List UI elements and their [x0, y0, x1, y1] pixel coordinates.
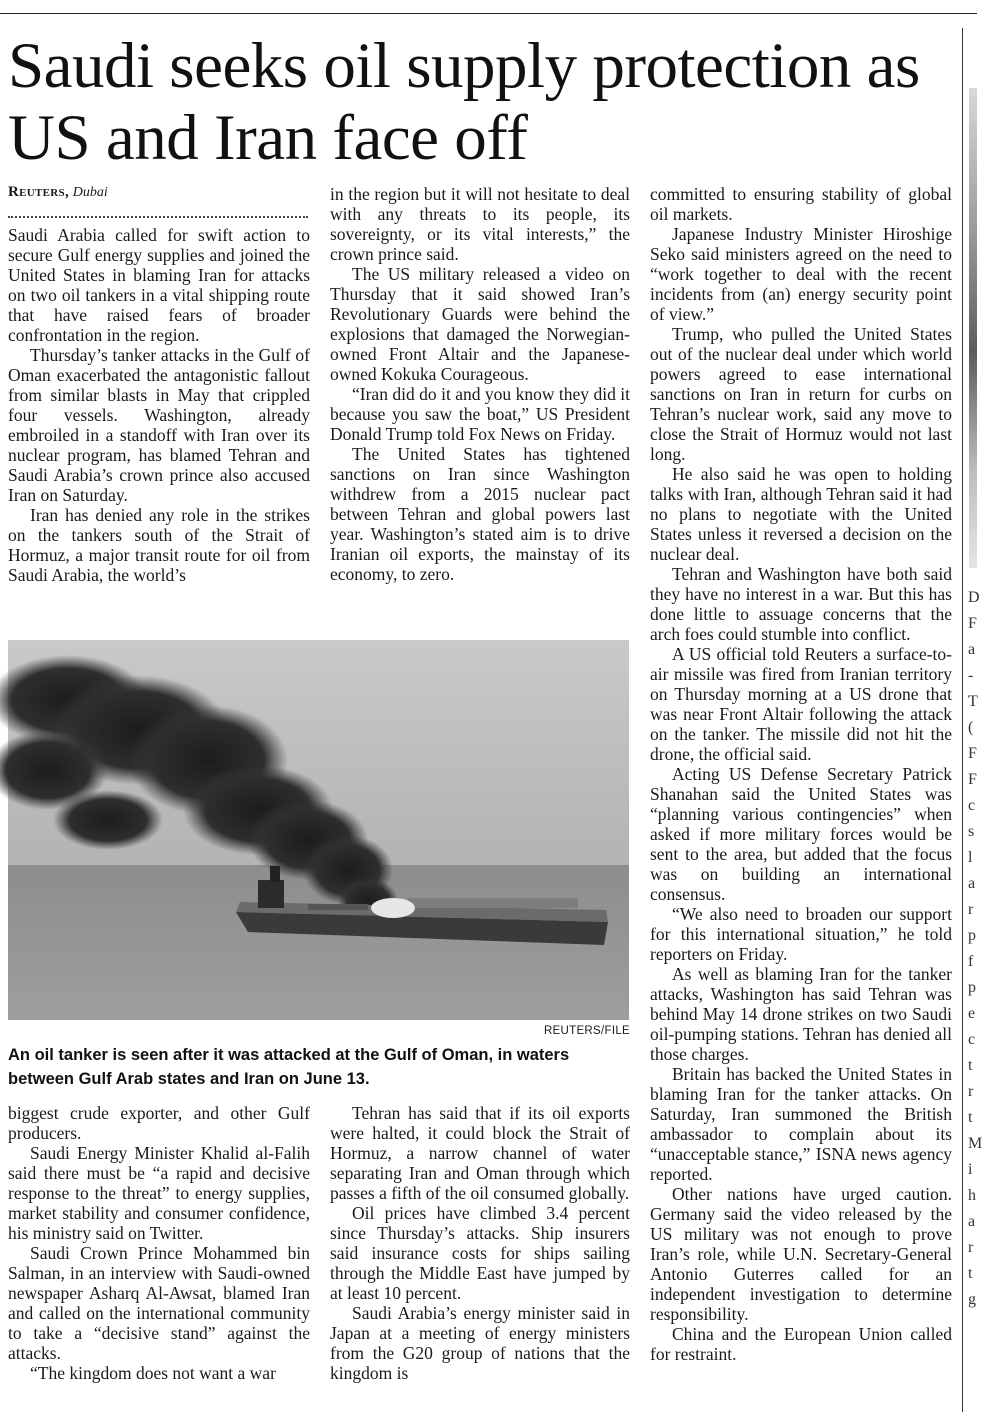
adjacent-text-fragment: r: [968, 901, 974, 918]
top-rule: [0, 13, 977, 14]
paragraph: Saudi Crown Prince Mohammed bin Salman, in an interview with Saudi-owned newspaper Asharq Al-Awsat, blamed Iran and called on the international community to take a “decisive stand” against the attacks.: [8, 1243, 310, 1363]
tanker-photo: [8, 640, 629, 1020]
paragraph: Oil prices have climbed 3.4 percent since Thursday’s attacks. Ship insurers said insurance costs for ships sailing through the Middle East have jumped by at least 10 percent.: [330, 1203, 630, 1303]
paragraph: Acting US Defense Secretary Patrick Shanahan said the United States was “planning various contingencies” when asked if more military forces would be sent to the area, but added that the focus was on building an international consensus.: [650, 764, 952, 904]
paragraph: As well as blaming Iran for the tanker attacks, Washington has said Tehran was behind May 14 drone strikes on two Saudi oil-pumping stations. Tehran has denied all those charges.: [650, 964, 952, 1064]
adjacent-text-fragment: g: [968, 1291, 976, 1308]
adjacent-text-fragment: r: [968, 1083, 974, 1100]
adjacent-text-fragment: e: [968, 1005, 976, 1022]
byline-agency: Reuters,: [8, 184, 69, 200]
article-column-1-top: [8, 225, 310, 585]
paragraph: Tehran and Washington have both said they have no interest in a war. But this has done little to assuage concerns that the arch foes could stumble into conflict.: [650, 564, 952, 644]
paragraph: Saudi Energy Minister Khalid al-Falih said there must be “a rapid and decisive response to the threat” to energy supplies, market stability and consumer confidence, his ministry said on Twitter.: [8, 1143, 310, 1243]
paragraph: Iran has denied any role in the strikes on the tankers south of the Strait of Hormuz, a major transit route for oil from Saudi Arabia, the world’s: [8, 505, 310, 585]
paragraph: Trump, who pulled the United States out of the nuclear deal under which world powers agreed to ease international sanctions on Iran in return for curbs on Tehran’s nuclear work, said any move to close the Strait of Hormuz would not last long.: [650, 324, 952, 464]
paragraph: in the region but it will not hesitate to deal with any threats to its people, its sovereignty, or its vital interests,” the crown prince said.: [330, 184, 630, 264]
adjacent-text-fragment: -: [968, 667, 974, 684]
article-column-2-bottom: [330, 1103, 630, 1383]
paragraph: Saudi Arabia’s energy minister said in Japan at a meeting of energy ministers from the G20 group of nations that the kingdom is: [330, 1303, 630, 1383]
paragraph: biggest crude exporter, and other Gulf producers.: [8, 1103, 310, 1143]
headline: Saudi seeks oil supply protection as US and Iran face off: [8, 30, 920, 174]
adjacent-text-fragment: F: [968, 771, 977, 788]
paragraph: Thursday’s tanker attacks in the Gulf of Oman exacerbated the antagonistic fallout from similar blasts in May that crippled four vessels. Washington, already embroiled in a standoff with Iran over its nuclear program, has blamed Tehran and Saudi Arabia’s crown prince also accused Iran on Saturday.: [8, 345, 310, 505]
tanker-photo-illustration: [8, 640, 629, 1020]
byline-city: Dubai: [72, 185, 108, 200]
paragraph: Other nations have urged caution. Germany said the video released by the US military was not enough to prove Iran’s role, while U.N. Secretary-General Antonio Guterres called for an independent investigation to determine responsibility.: [650, 1184, 952, 1324]
paragraph: committed to ensuring stability of global oil markets.: [650, 184, 952, 224]
adjacent-text-fragments: [968, 588, 982, 1316]
adjacent-text-fragment: c: [968, 1031, 976, 1048]
paragraph: China and the European Union called for restraint.: [650, 1324, 952, 1364]
adjacent-text-fragment: t: [968, 1109, 973, 1126]
adjacent-text-fragment: s: [968, 823, 975, 840]
adjacent-text-fragment: i: [968, 1161, 973, 1178]
adjacent-text-fragment: f: [968, 953, 974, 970]
adjacent-text-fragment: t: [968, 1265, 973, 1282]
photo-caption: An oil tanker is seen after it was attacked at the Gulf of Oman, in waters between Gulf Arab states and Iran on June 13.: [8, 1046, 570, 1088]
article-column-2-top: [330, 184, 630, 584]
paragraph: “The kingdom does not want a war: [30, 1363, 276, 1383]
adjacent-text-fragment: p: [968, 927, 976, 944]
adjacent-text-fragment: c: [968, 797, 976, 814]
paragraph: A US official told Reuters a surface-to-air missile was fired from Iranian territory on Thursday morning at a US drone that was near Front Altair following the attack on the tanker. The missile did not hit the drone, the official said.: [650, 644, 952, 764]
paragraph: Tehran has said that if its oil exports were halted, it could block the Strait of Hormuz, a narrow channel of water separating Iran and Oman through which passes a fifth of the oil consumed globally.: [330, 1103, 630, 1203]
adjacent-text-fragment: t: [968, 1057, 973, 1074]
article-column-3: [650, 184, 952, 1364]
photo-credit: REUTERS/FILE: [543, 1025, 630, 1037]
adjacent-text-fragment: D: [968, 589, 980, 606]
adjacent-text-fragment: M: [968, 1135, 982, 1152]
paragraph: He also said he was open to holding talks with Iran, although Tehran said it had no plans to negotiate with the United States unless it reversed a decision on the nuclear deal.: [650, 464, 952, 564]
adjacent-text-fragment: F: [968, 745, 977, 762]
adjacent-text-fragment: F: [968, 615, 977, 632]
byline-divider: [8, 216, 308, 218]
paragraph: Japanese Industry Minister Hiroshige Seko said ministers agreed on the need to “work together to deal with the recent incidents from (an) energy security point of view.”: [650, 224, 952, 324]
adjacent-text-fragment: h: [968, 1187, 976, 1204]
column-rule: [962, 28, 963, 1412]
adjacent-text-fragment: T: [968, 693, 978, 710]
adjacent-article-edge: [966, 28, 982, 1412]
paragraph: Saudi Arabia called for swift action to secure Gulf energy supplies and joined the United States in blaming Iran for attacks on two oil tankers in a vital shipping route that have raised fears of broader confrontation in the region.: [8, 225, 310, 345]
paragraph: The United States has tightened sanctions on Iran since Washington withdrew from a 2015 nuclear pact between Tehran and global powers last year. Washington’s stated aim is to drive Iranian oil exports, the mainstay of its economy, to zero.: [330, 444, 630, 584]
adjacent-text-fragment: a: [968, 641, 976, 658]
adjacent-text-fragment: r: [968, 1239, 974, 1256]
adjacent-text-fragment: a: [968, 1213, 976, 1230]
byline: [8, 184, 308, 201]
adjacent-photo-edge: [969, 88, 977, 568]
paragraph: “We also need to broaden our support for this international situation,” he told reporters on Friday.: [650, 904, 952, 964]
article-column-1-bottom: [8, 1103, 310, 1383]
paragraph: Britain has backed the United States in blaming Iran for the tanker attacks. On Saturday, Iran summoned the British ambassador to complain about its “unacceptable stance,” ISNA news agency reported.: [650, 1064, 952, 1184]
adjacent-text-fragment: (: [968, 719, 974, 736]
paragraph: The US military released a video on Thursday that it said showed Iran’s Revolutionary Guards were behind the explosions that damaged the Norwegian-owned Front Altair and the Japanese-owned Kokuka Courageous.: [330, 264, 630, 384]
adjacent-text-fragment: p: [968, 979, 976, 996]
adjacent-text-fragment: a: [968, 875, 976, 892]
paragraph: “Iran did do it and you know they did it because you saw the boat,” US President Donald Trump told Fox News on Friday.: [330, 384, 630, 444]
adjacent-text-fragment: l: [968, 849, 973, 866]
